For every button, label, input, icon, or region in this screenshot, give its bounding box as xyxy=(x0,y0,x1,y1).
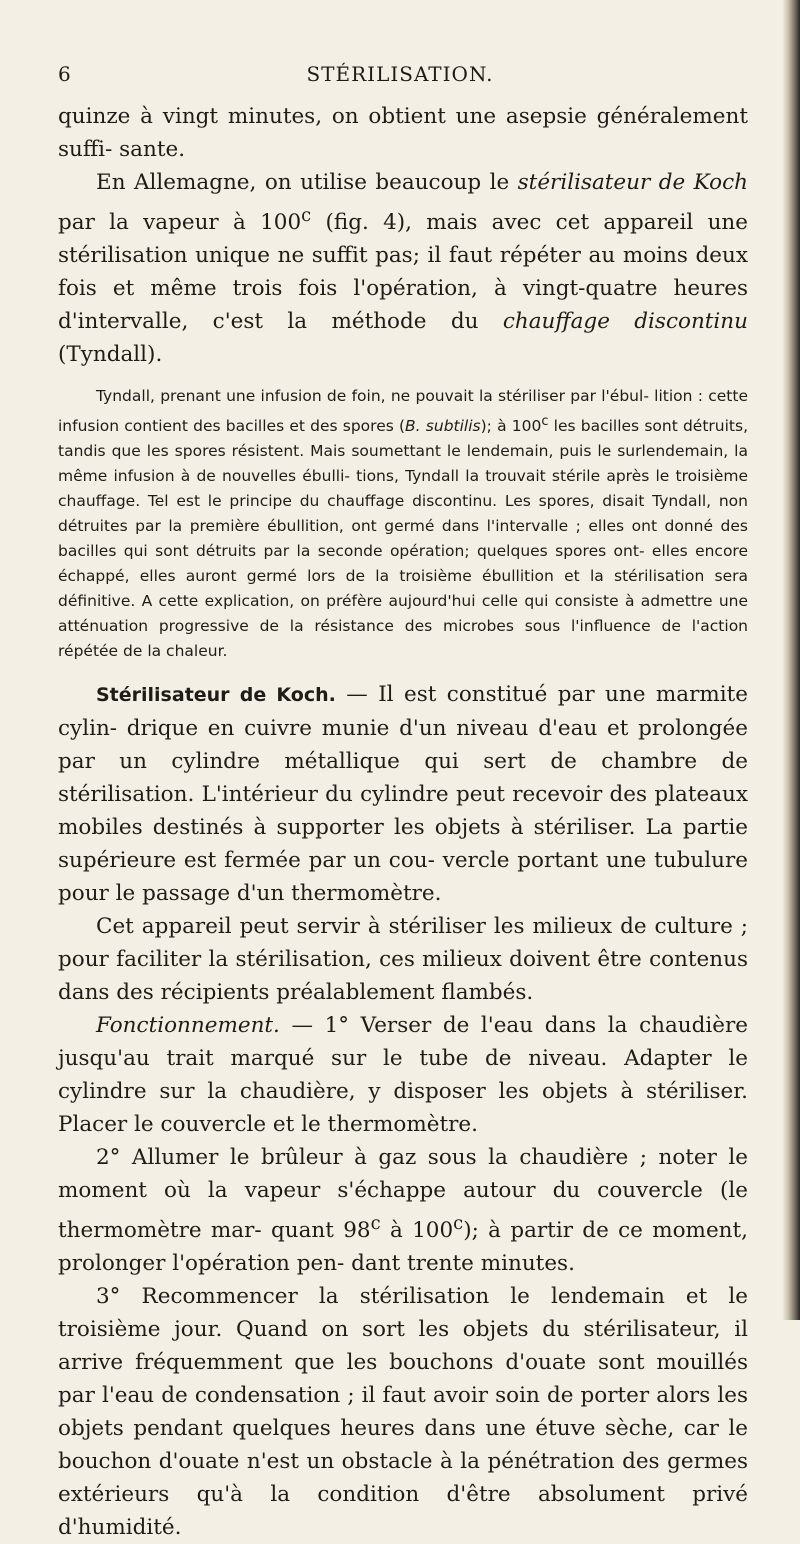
text-run: ); à 100 xyxy=(480,417,542,436)
text-run: 3° Recommencer la stérilisation le lendemain et le troisième jour. Quand on sort les objets du stérilisateur, il arrive fréquemment que les bouchons d'ouate sont mouillés par l'eau de condensation ; il faut avoir soin de porter alors les objets pendant quelques heures dans une étuve sèche, car le bouchon d'ouate n'est un obstacle à la pénétration des germes extérieurs qu'à la condition d'être absolument privé d'humidité. xyxy=(58,1284,748,1541)
italic-heading-fonctionnement: Fonctionnement. xyxy=(96,1013,280,1039)
superscript: c xyxy=(370,1213,381,1235)
paragraph-koch-usage xyxy=(58,910,748,1009)
text-run: ); à partir de ce moment, prolonger l'opération pen- dant trente minutes. xyxy=(58,1218,748,1277)
paragraph-intro-text: quinze à vingt minutes, on obtient une asepsie généralement suffi- sante. xyxy=(58,104,748,162)
text-run: — Il est constitué par une marmite cylin- drique en cuivre munie d'un niveau d'eau et prolongée par un cylindre métallique qui sert de chambre de stérilisation. L'intérieur du cylindre peut recevoir des plateaux mobiles destinés à supporter les objets à stériliser. La partie supérieure est fermée par un cou- vercle portant une tubulure pour le passage d'un thermomètre. xyxy=(58,682,748,907)
text-run: Cet appareil peut servir à stériliser les milieux de culture ; pour faciliter la stérilisation, ces milieux doivent être contenus dans des récipients préalablement flambés. xyxy=(58,914,748,1006)
paragraph-fonctionnement xyxy=(58,1009,748,1141)
page-edge-shadow xyxy=(782,0,800,1320)
text-run: à 100 xyxy=(380,1218,454,1244)
italic-species: B. subtilis xyxy=(405,417,481,436)
text-run: 2° Allumer le brûleur à gaz sous la chaudière ; noter le moment où la vapeur s'échappe autour du couvercle (le thermomètre mar- quant 98 xyxy=(58,1145,748,1244)
text-run: En Allemagne, on utilise beaucoup le xyxy=(96,170,518,195)
italic-term-koch: stérilisateur de Koch xyxy=(517,170,748,195)
small-print-note xyxy=(58,384,748,664)
body-text xyxy=(58,100,748,1544)
italic-term-chauffage: chauffage discontinu xyxy=(502,309,748,335)
text-run: les bacilles sont détruits, tandis que les spores résistent. Mais soumettant le lendemain, puis le surlendemain, la même infusion à de nouvelles ébulli- tions, Tyndall la trouvait stérile après le troisième chauffage. Tel est le principe du chauffage discontinu. Les spores, disait Tyndall, non détruites par la première ébullition, ont germé dans l'intervalle ; elles ont donné des bacilles qui sont détruits par la seconde opération; quelques spores ont- elles encore échappé, elles auront germé lors de la troisième ébullition et la stérilisation sera définitive. A cette explication, on préfère aujourd'hui celle qui consiste à admettre une atténuation progressive de la résistance des microbes sous l'influence de l'action répétée de la chaleur. xyxy=(58,417,748,661)
text-run: Tyndall, prenant une infusion de foin, ne pouvait la stériliser par l'ébul- lition : cette infusion contient des bacilles et des spores ( xyxy=(58,387,748,436)
text-run: (Tyndall). xyxy=(58,342,163,368)
running-title: STÉRILISATION. xyxy=(306,62,494,86)
page-header xyxy=(0,62,800,92)
text-run: (fig. 4), mais avec cet appareil une stérilisation unique ne suffit pas; il faut répéter au moins deux fois et même trois fois l'opération, à vingt-quatre heures d'intervalle, c'est la méthode du xyxy=(58,210,748,335)
text-run: — 1° Verser de l'eau dans la chaudière jusqu'au trait marqué sur le tube de niveau. Adapter le cylindre sur la chaudière, y disposer les objets à stériliser. Placer le couvercle et le thermomètre. xyxy=(58,1013,748,1138)
text-run: par la vapeur à 100 xyxy=(58,210,302,236)
paragraph-step-2 xyxy=(58,1141,748,1280)
page-number: 6 xyxy=(58,62,71,86)
paragraph-koch-description xyxy=(58,678,748,910)
section-heading-koch: Stérilisateur de Koch. xyxy=(96,684,336,707)
superscript: c xyxy=(453,1213,464,1235)
paragraph-allemagne xyxy=(58,166,748,371)
superscript: c xyxy=(541,414,549,430)
superscript: c xyxy=(301,205,312,226)
paragraph-intro xyxy=(58,100,748,166)
paragraph-tyndall xyxy=(58,384,748,664)
section-koch xyxy=(58,678,748,1544)
